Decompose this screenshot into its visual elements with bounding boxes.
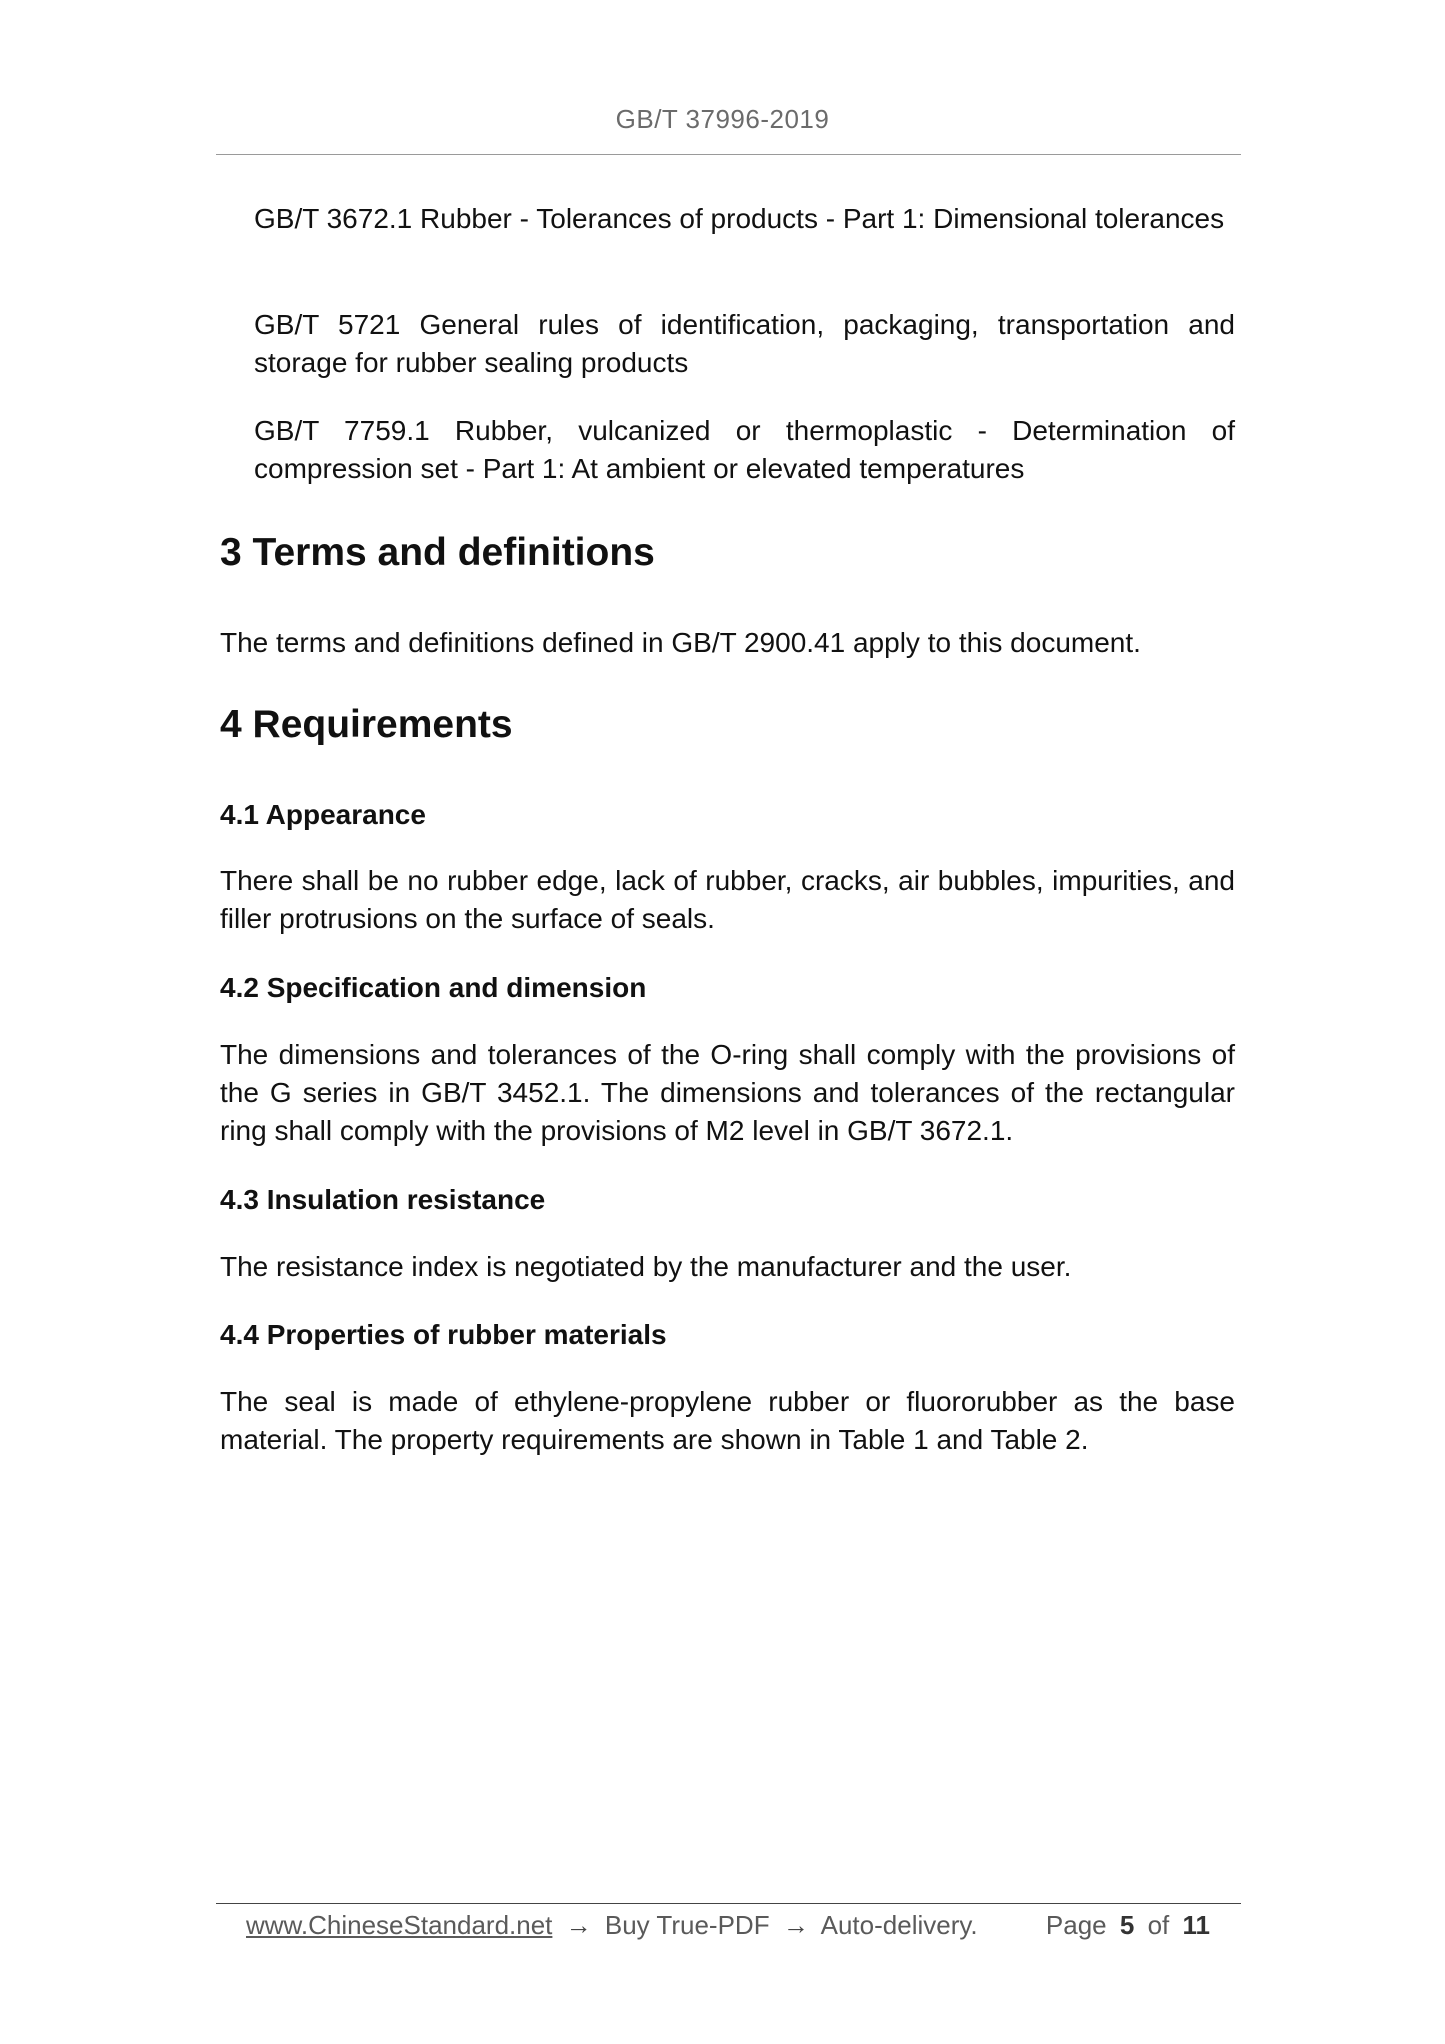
page-footer [246, 1905, 1216, 1945]
section-3-text: The terms and definitions defined in GB/T 2900.41 apply to this document. [220, 627, 1141, 658]
reference-gbt-3672-1: GB/T 3672.1 Rubber - Tolerances of products - Part 1: Dimensional tolerances [254, 203, 1225, 234]
section-4-4-heading: 4.4 Properties of rubber materials [220, 1319, 667, 1350]
footer-website-link[interactable]: www.ChineseStandard.net [246, 1910, 553, 1940]
page-label: Page [1045, 1910, 1107, 1940]
section-4-4-text: The seal is made of ethylene-propylene rubber or fluororubber as the base material. The property requirements are shown in Table 1 and Table 2. [220, 1386, 1235, 1455]
footer-buy-text: Buy True-PDF [604, 1910, 770, 1940]
footer-delivery-text: Auto-delivery. [820, 1910, 978, 1940]
of-label: of [1147, 1910, 1170, 1940]
arrow-right-icon: → [565, 1910, 592, 1940]
section-4-heading: 4 Requirements [220, 703, 513, 746]
arrow-right-icon: → [782, 1910, 809, 1940]
page-current: 5 [1119, 1910, 1135, 1940]
page-number [1046, 1905, 1216, 1945]
section-4-1-heading: 4.1 Appearance [220, 799, 426, 830]
section-4-3-text: The resistance index is negotiated by the manufacturer and the user. [220, 1251, 1072, 1282]
header-divider [216, 154, 1241, 155]
section-4-2-text: The dimensions and tolerances of the O-ring shall comply with the provisions of the G series in GB/T 3452.1. The dimensions and tolerances of the rectangular ring shall comply with the provisions of M2 level in GB/T 3672.1. [220, 1039, 1235, 1146]
section-4-3-heading: 4.3 Insulation resistance [220, 1184, 546, 1215]
reference-gbt-5721: GB/T 5721 General rules of identification, packaging, transportation and storage for rubber sealing products [254, 309, 1235, 378]
reference-gbt-7759-1: GB/T 7759.1 Rubber, vulcanized or thermoplastic - Determination of compression set - Part 1: At ambient or elevated temperatures [254, 415, 1235, 484]
footer-divider [216, 1903, 1241, 1904]
section-3-heading: 3 Terms and definitions [220, 531, 655, 574]
page-total: 11 [1182, 1910, 1210, 1940]
section-4-2-heading: 4.2 Specification and dimension [220, 972, 647, 1003]
section-4-1-text: There shall be no rubber edge, lack of rubber, cracks, air bubbles, impurities, and filler protrusions on the surface of seals. [220, 865, 1235, 934]
page-header-title: GB/T 37996-2019 [615, 104, 830, 134]
